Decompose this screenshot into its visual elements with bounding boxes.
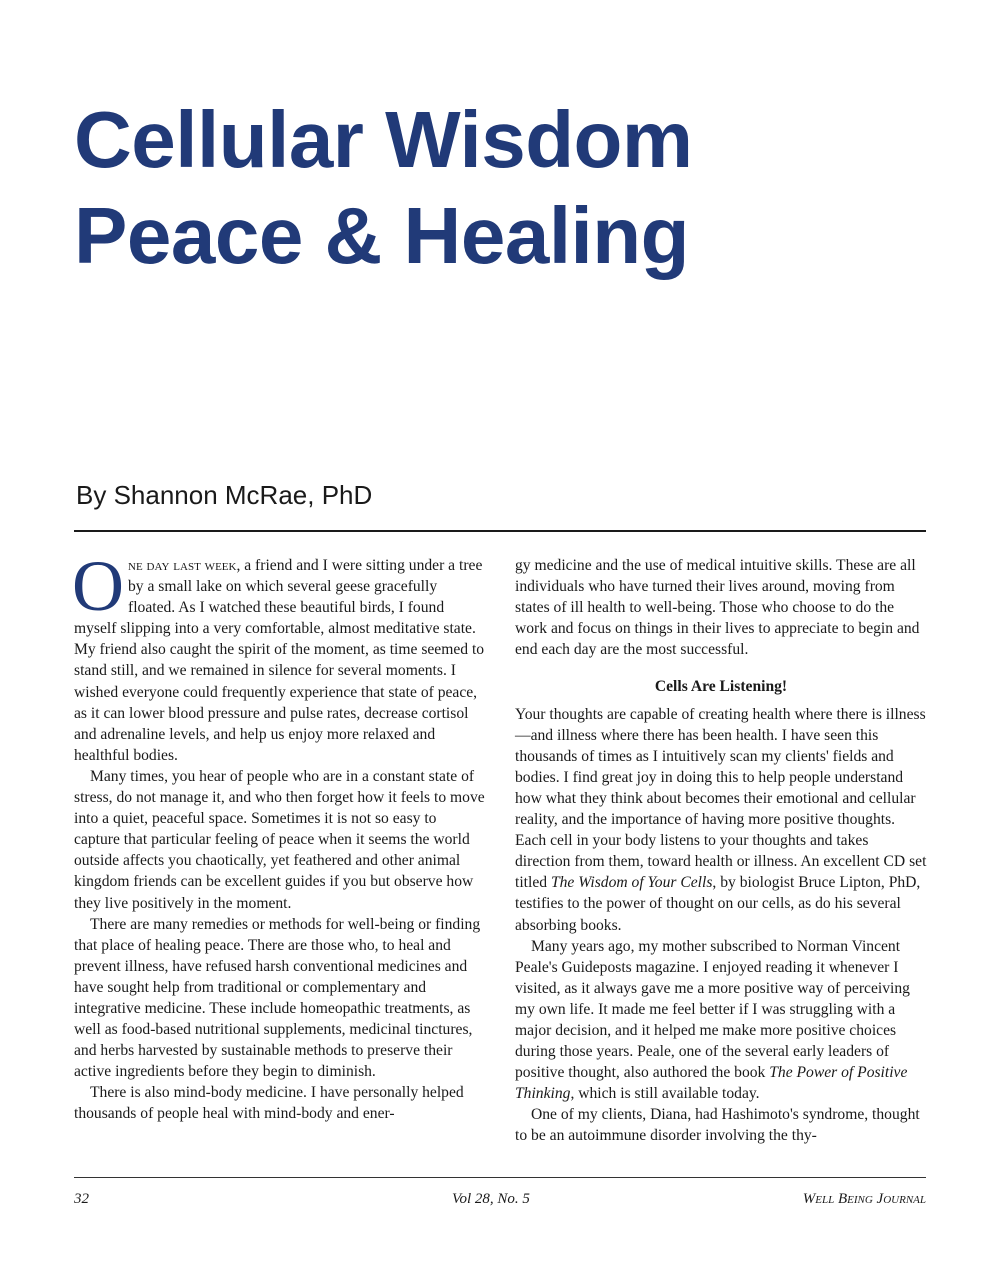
- right-column: [515, 555, 927, 1147]
- paragraph: [72, 546, 486, 766]
- paragraph-text: Many years ago, my mother subscribed to Norman Vincent Peale's Guideposts magazine. I enjoyed reading it whenever I visited, as it always gave me a more positive way of perceiving my own life. It made me feel better if I was struggling with a major decision, and it helped me make more positive choices during those years. Peale, one of the several early leaders of positive thought, also authored the book: [515, 937, 910, 1082]
- left-column: [72, 546, 486, 1125]
- paragraph-text: Your thoughts are capable of creating health where there is illness—and illness where there has been health. I have seen this thousands of times as I intuitively scan my clients' fields and bodies. I find great joy in doing this to help people understand how what they think about becomes their emotional and cellular reality, and the importance of having more positive thoughts. Each cell in your body listens to your thoughts and takes direction from them, toward health or illness. An excellent CD set titled: [515, 705, 927, 892]
- paragraph: [515, 936, 927, 1105]
- book-title: The Wisdom of Your Cells: [550, 874, 713, 892]
- top-divider: [74, 530, 926, 532]
- footer-divider: [74, 1177, 926, 1178]
- paragraph: Many times, you hear of people who are in a constant state of stress, do not manage it, and who then forget how it feels to move into a quiet, peaceful space. Sometimes it is not so easy to capture that particular feeling of peace when it seems the world outside affects you chaotically, yet feathered and other animal kingdom friends can be excellent guides if you but observe how they live positively in the moment.: [74, 767, 485, 912]
- paragraph: There is also mind-body medicine. I have personally helped thousands of people heal with mind-body and ener-: [74, 1084, 464, 1123]
- drop-cap: O: [72, 546, 124, 626]
- paragraph: One of my clients, Diana, had Hashimoto's syndrome, thought to be an autoimmune disorder involving the thy-: [515, 1106, 920, 1145]
- volume-info: Vol 28, No. 5: [452, 1191, 530, 1207]
- title-line-1: Cellular Wisdom: [74, 95, 693, 184]
- paragraph: gy medicine and the use of medical intuitive skills. These are all individuals who have turned their lives around, moving from states of ill health to well-being. Those who choose to do the work and focus on things in their lives to appreciate to begin and end each day are the most successful.: [515, 557, 920, 659]
- section-heading: Cells Are Listening!: [654, 678, 788, 696]
- byline: By Shannon McRae, PhD: [76, 480, 373, 510]
- paragraph-text: a friend and I were sitting under a tree by a small lake on which several geese gracefully floated. As I watched these beautiful birds, I found myself slipping into a very comfortable, almost meditative state. My friend also caught the spirit of the moment, as time seemed to stand still, and we remained in silence for several moments. I wished everyone could frequently experience that state of peace, as it can lower blood pressure and pulse rates, decrease cortisol and adrenaline levels, and help us enjoy more relaxed and healthful bodies.: [74, 557, 485, 764]
- book-title: The Power of Positive Thinking: [515, 1064, 908, 1103]
- paragraph-text: , which is still available today.: [570, 1085, 760, 1103]
- paragraph: [515, 704, 927, 936]
- article-title: [74, 92, 934, 284]
- paragraph-text: , by biologist Bruce Lipton, PhD, testifies to the power of thought on our cells, as do his several absorbing books.: [515, 874, 921, 934]
- journal-name: Well Being Journal: [802, 1191, 926, 1207]
- lead-in: ne day last week,: [128, 557, 241, 574]
- paragraph: There are many remedies or methods for well-being or finding that place of healing peace. There are those who, to heal and prevent illness, have refused harsh conventional medicines and have sought help from traditional or complementary and integrative medicine. These include homeopathic treatments, as well as food-based nutritional supplements, medicinal tinctures, and herbs harvested by sustainable methods to preserve their active ingredients before they begin to diminish.: [74, 915, 481, 1081]
- title-line-2: Peace & Healing: [74, 191, 689, 280]
- page-number: 32: [74, 1191, 89, 1207]
